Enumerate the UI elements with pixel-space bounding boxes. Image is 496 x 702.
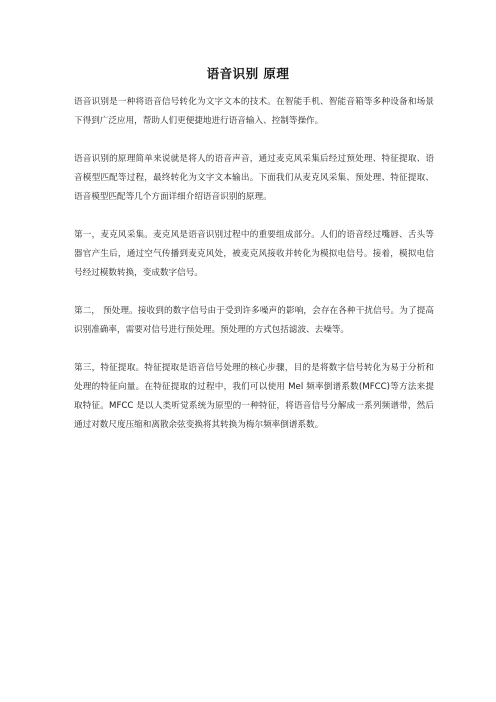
paragraph-feature-extraction: 第三，特征提取。特征提取是语音信号处理的核心步骤，目的是将数字信号转化为易于分析和处理的特征向量。在特征提取的过程中，我们可以使用 Mel 频率倒谱系数(MFCC)等方法来提取特征。MFCC 是以人类听觉系统为原型的一种特征，将语音信号分解成一系列频谱带，然后通过对数尺度压缩和离散余弦变换将其转换为梅尔频率倒谱系数。 — [74, 363, 434, 430]
document-body — [74, 93, 434, 454]
paragraph-preprocessing: 第二， 预处理。接收到的数字信号由于受到许多噪声的影响，会存在各种干扰信号。为了提高识别准确率，需要对信号进行预处理。预处理的方式包括滤波、去噪等。 — [74, 306, 434, 335]
paragraph-microphone-capture: 第一，麦克风采集。麦克风是语音识别过程中的重要组成部分。人们的语音经过嘴唇、舌头等器官产生后，通过空气传播到麦克风处，被麦克风接收并转化为模拟电信号。接着，模拟电信号经过模数转换，变成数字信号。 — [74, 230, 434, 278]
paragraph-principle-overview: 语音识别的原理简单来说就是将人的语音声音，通过麦克风采集后经过预处理、特征提取、语音模型匹配等过程，最终转化为文字文本输出。下面我们从麦克风采集、预处理、特征提取、语音模型匹配等几个方面详细介绍语音识别的原理。 — [74, 154, 434, 202]
paragraph-intro: 语音识别是一种将语音信号转化为文字文本的技术。在智能手机、智能音箱等多种设备和场景下得到广泛应用，帮助人们更便捷地进行语音输入、控制等操作。 — [74, 97, 434, 126]
document-title: 语音识别 原理 — [206, 66, 290, 81]
